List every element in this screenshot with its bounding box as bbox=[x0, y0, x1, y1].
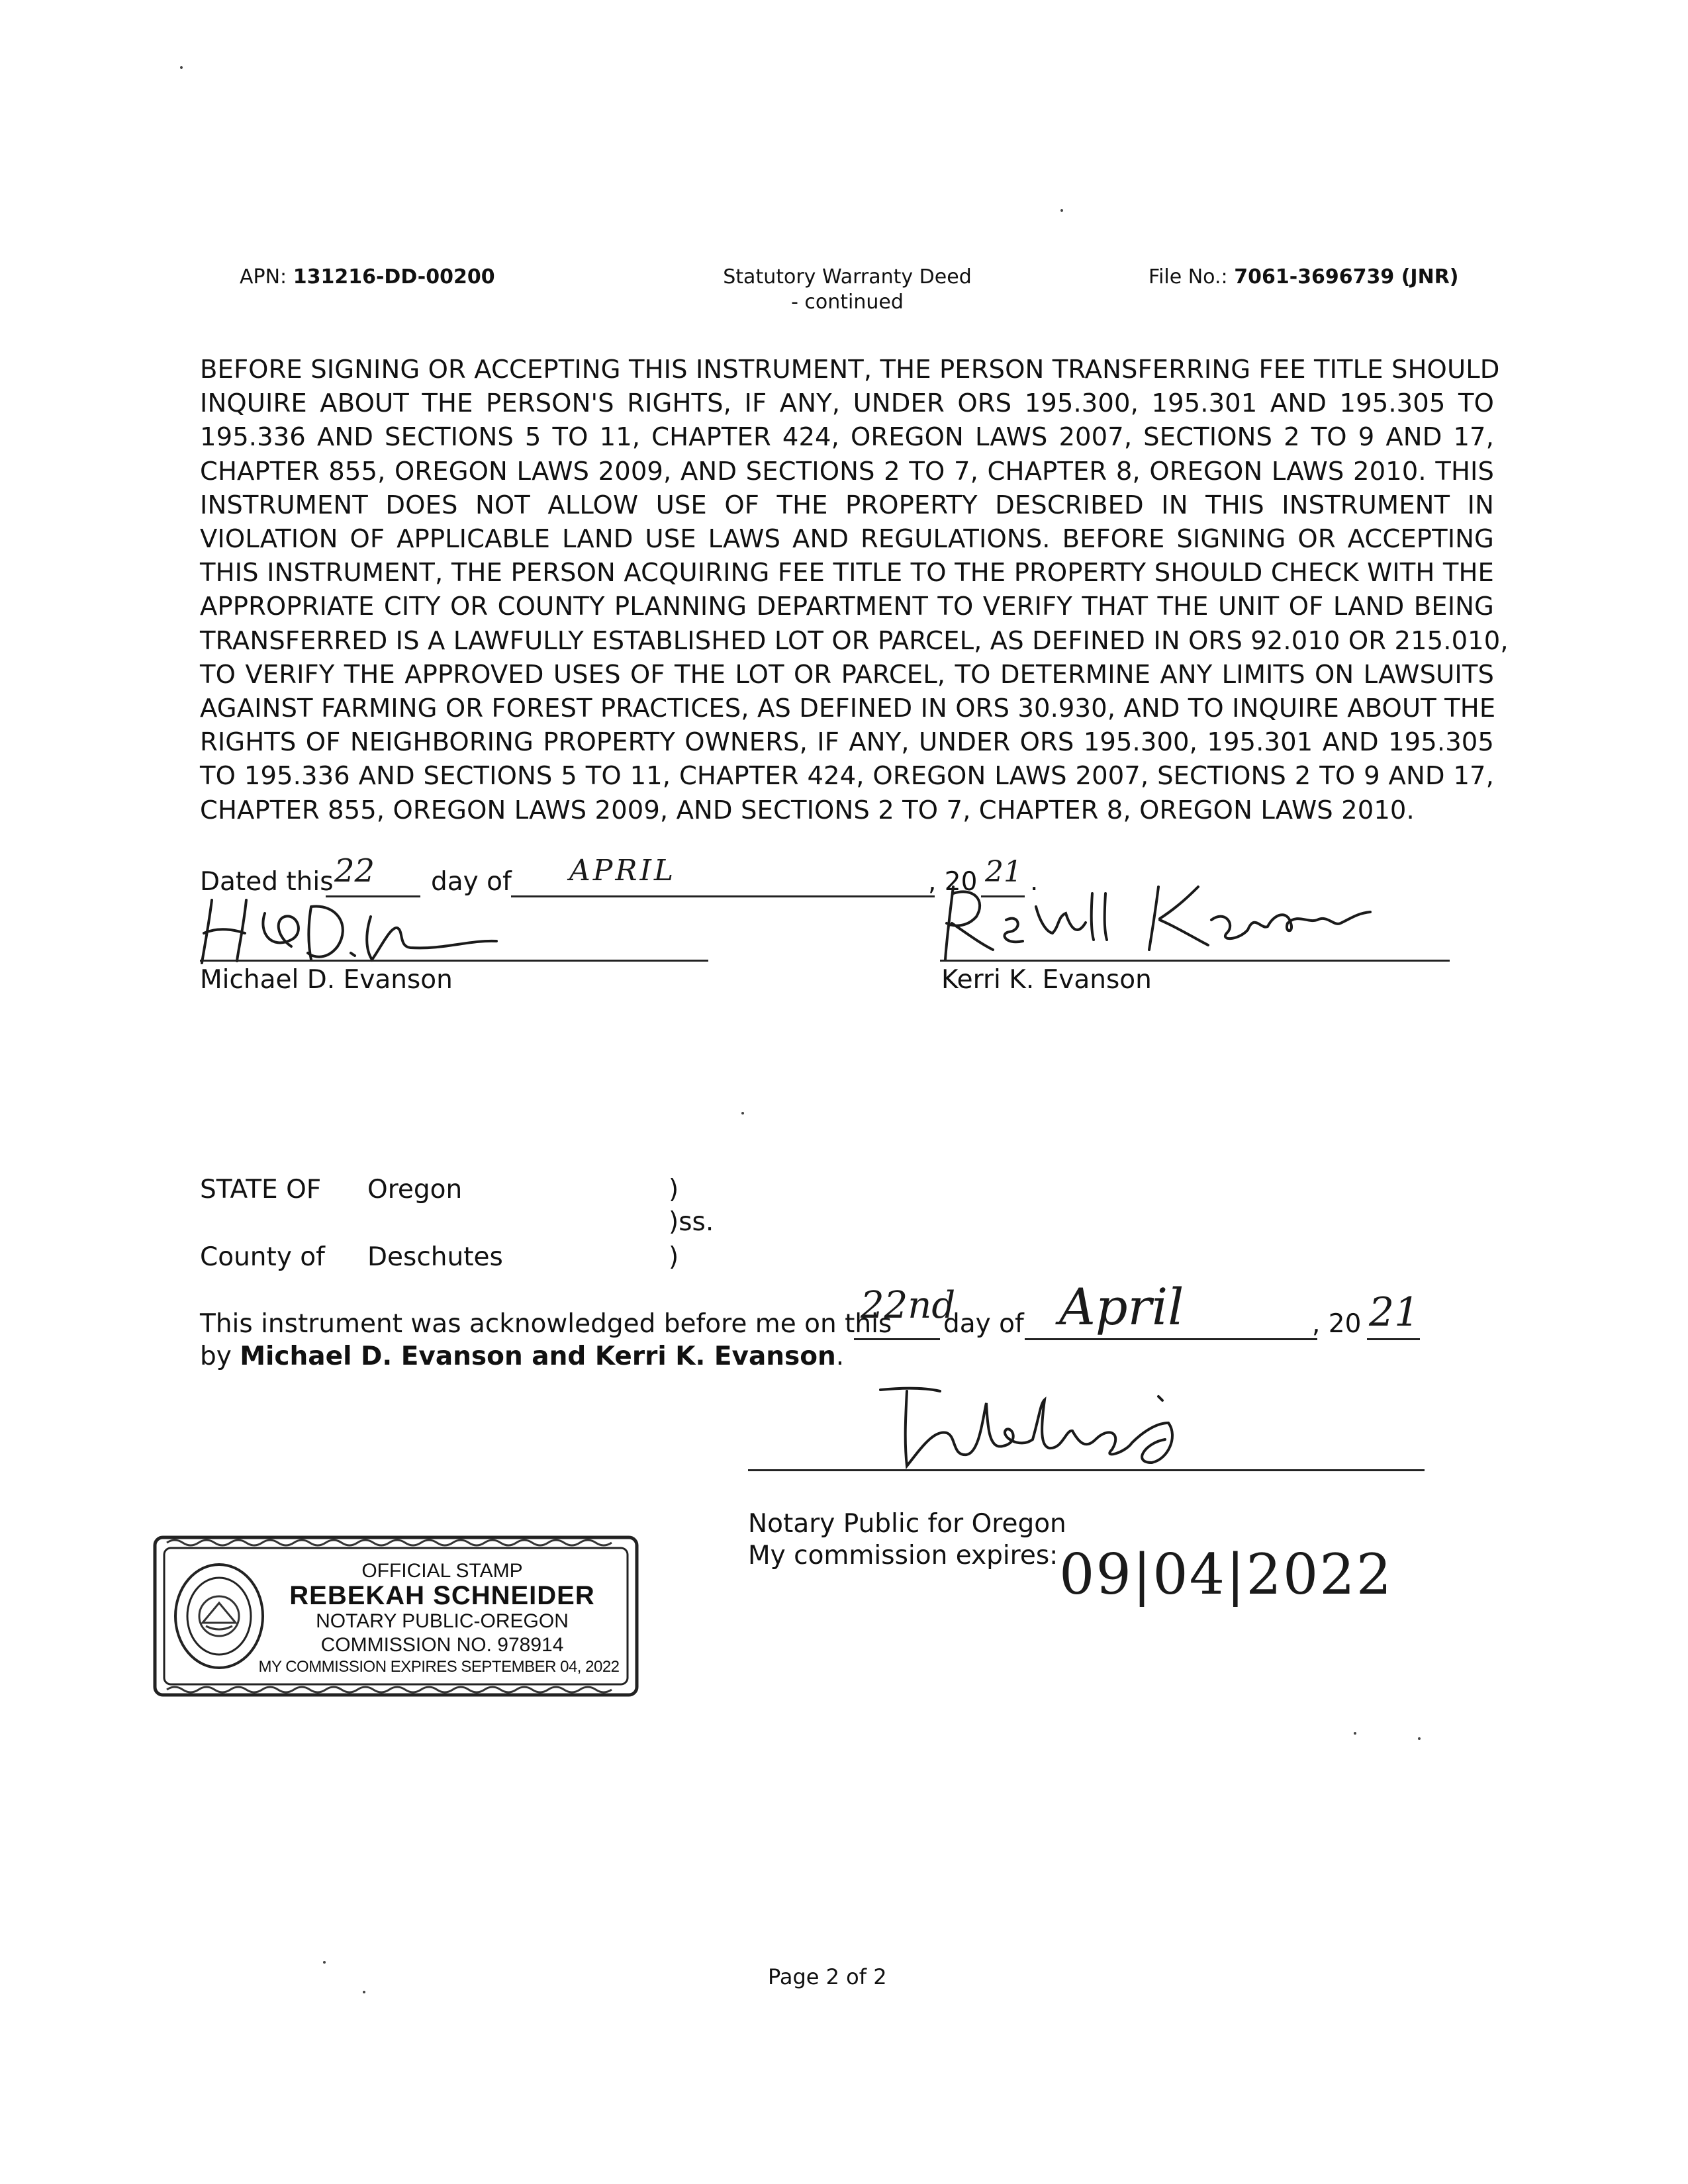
official-stamp bbox=[151, 1533, 641, 1699]
file-label: File No.: bbox=[1149, 265, 1228, 289]
disclaimer-line: CHAPTER 855, OREGON LAWS 2009, AND SECTIONS 2 TO 7, CHAPTER 8, OREGON LAWS 2010. bbox=[200, 795, 1415, 825]
dated-prefix: Dated this bbox=[200, 867, 334, 897]
doc-title: Statutory Warranty Deed bbox=[723, 265, 972, 289]
disclaimer-line: INQUIRE ABOUT THE PERSON'S RIGHTS, IF ANY, UNDER ORS 195.300, 195.301 AND 195.305 TO bbox=[200, 388, 1494, 419]
notary-signature-line bbox=[748, 1469, 1425, 1471]
county-label: County of bbox=[200, 1242, 325, 1272]
disclaimer-line: AGAINST FARMING OR FOREST PRACTICES, AS DEFINED IN ORS 30.930, AND TO INQUIRE ABOUT THE bbox=[200, 694, 1496, 724]
signer-name-left: Michael D. Evanson bbox=[200, 965, 453, 995]
dated-mid: day of bbox=[431, 867, 512, 897]
ack-year: 21 bbox=[1369, 1289, 1420, 1336]
scan-speck bbox=[741, 1112, 744, 1115]
scan-speck bbox=[1418, 1737, 1421, 1740]
scan-speck bbox=[180, 66, 183, 69]
dated-year-suffix: . bbox=[1030, 867, 1039, 897]
ack-day-line bbox=[854, 1338, 940, 1340]
notary-commission-label: My commission expires: bbox=[748, 1541, 1058, 1570]
page-number: Page 2 of 2 bbox=[768, 1964, 887, 1989]
disclaimer-paragraph bbox=[200, 353, 1509, 827]
header-apn bbox=[240, 265, 495, 290]
ack-line2 bbox=[200, 1342, 844, 1372]
ack-line2-prefix: by bbox=[200, 1342, 232, 1371]
disclaimer-line: RIGHTS OF NEIGHBORING PROPERTY OWNERS, IF ANY, UNDER ORS 195.300, 195.301 AND 195.305 bbox=[200, 727, 1494, 758]
doc-subtitle: - continued bbox=[791, 291, 904, 314]
state-label: STATE OF bbox=[200, 1175, 322, 1205]
disclaimer-line: THIS INSTRUMENT, THE PERSON ACQUIRING FEE TITLE TO THE PROPERTY SHOULD CHECK WITH THE bbox=[200, 558, 1494, 588]
header-title bbox=[662, 265, 1033, 315]
scan-speck bbox=[1060, 209, 1063, 212]
disclaimer-line: TO 195.336 AND SECTIONS 5 TO 11, CHAPTER 424, OREGON LAWS 2007, SECTIONS 2 TO 9 AND 17, bbox=[200, 761, 1494, 792]
disclaimer-line: TO VERIFY THE APPROVED USES OF THE LOT OR PARCEL, TO DETERMINE ANY LIMITS ON LAWSUITS bbox=[200, 659, 1494, 690]
disclaimer-line: 195.336 AND SECTIONS 5 TO 11, CHAPTER 424, OREGON LAWS 2007, SECTIONS 2 TO 9 AND 17, bbox=[200, 422, 1494, 453]
paren-close: ) bbox=[669, 1242, 679, 1272]
ss-label: )ss. bbox=[669, 1207, 714, 1237]
file-value: 7061-3696739 (JNR) bbox=[1234, 265, 1459, 289]
dated-day: 22 bbox=[334, 852, 375, 889]
stamp-line5: MY COMMISSION EXPIRES SEPTEMBER 04, 2022 bbox=[258, 1658, 620, 1676]
state-value: Oregon bbox=[367, 1175, 463, 1205]
disclaimer-line: APPROPRIATE CITY OR COUNTY PLANNING DEPARTMENT TO VERIFY THAT THE UNIT OF LAND BEING bbox=[200, 592, 1494, 622]
signature-notary bbox=[867, 1377, 1238, 1476]
stamp-line3: NOTARY PUBLIC-OREGON bbox=[316, 1610, 569, 1632]
dated-year-prefix: , 20 bbox=[928, 867, 978, 897]
ack-month-line bbox=[1025, 1338, 1317, 1340]
stamp-line4: COMMISSION NO. 978914 bbox=[320, 1634, 564, 1656]
signature-line-left bbox=[200, 960, 708, 962]
ack-line2-suffix: . bbox=[835, 1342, 845, 1371]
disclaimer-line: CHAPTER 855, OREGON LAWS 2009, AND SECTIONS 2 TO 7, CHAPTER 8, OREGON LAWS 2010. THIS bbox=[200, 456, 1494, 486]
notary-commission-date: 09|04|2022 bbox=[1059, 1542, 1393, 1607]
signer-name-right: Kerri K. Evanson bbox=[941, 965, 1152, 995]
scan-speck bbox=[323, 1961, 326, 1964]
disclaimer-line: INSTRUMENT DOES NOT ALLOW USE OF THE PROPERTY DESCRIBED IN THIS INSTRUMENT IN bbox=[200, 490, 1494, 520]
ack-year-prefix: , 20 bbox=[1312, 1309, 1362, 1339]
disclaimer-line: VIOLATION OF APPLICABLE LAND USE LAWS AND REGULATIONS. BEFORE SIGNING OR ACCEPTING bbox=[200, 524, 1494, 555]
ack-month: April bbox=[1059, 1277, 1184, 1336]
ack-day: 22nd bbox=[861, 1284, 956, 1327]
ack-line1-prefix: This instrument was acknowledged before me on this bbox=[200, 1309, 892, 1339]
disclaimer-line: BEFORE SIGNING OR ACCEPTING THIS INSTRUMENT, THE PERSON TRANSFERRING FEE TITLE SHOULD bbox=[200, 355, 1500, 385]
dated-year: 21 bbox=[985, 855, 1022, 889]
scan-speck bbox=[363, 1991, 365, 1993]
county-value: Deschutes bbox=[367, 1242, 503, 1272]
scan-speck bbox=[1354, 1732, 1356, 1735]
dated-month: APRIL bbox=[569, 854, 677, 887]
header-file bbox=[1149, 265, 1459, 290]
signature-kerri bbox=[927, 867, 1430, 966]
ack-line2-names: Michael D. Evanson and Kerri K. Evanson bbox=[240, 1342, 836, 1371]
stamp-line2: REBEKAH SCHNEIDER bbox=[289, 1581, 595, 1610]
ack-mid: day of bbox=[943, 1309, 1024, 1339]
paren-open: ) bbox=[669, 1175, 679, 1205]
notary-title: Notary Public for Oregon bbox=[748, 1509, 1066, 1539]
disclaimer-line: TRANSFERRED IS A LAWFULLY ESTABLISHED LOT OR PARCEL, AS DEFINED IN ORS 92.010 OR 215.010, bbox=[200, 625, 1509, 656]
apn-value: 131216-DD-00200 bbox=[293, 265, 495, 289]
state-seal-icon bbox=[169, 1560, 269, 1672]
ack-year-line bbox=[1367, 1338, 1420, 1340]
apn-label: APN: bbox=[240, 265, 287, 289]
signature-line-right bbox=[940, 960, 1450, 962]
stamp-line1: OFFICIAL STAMP bbox=[361, 1560, 523, 1582]
